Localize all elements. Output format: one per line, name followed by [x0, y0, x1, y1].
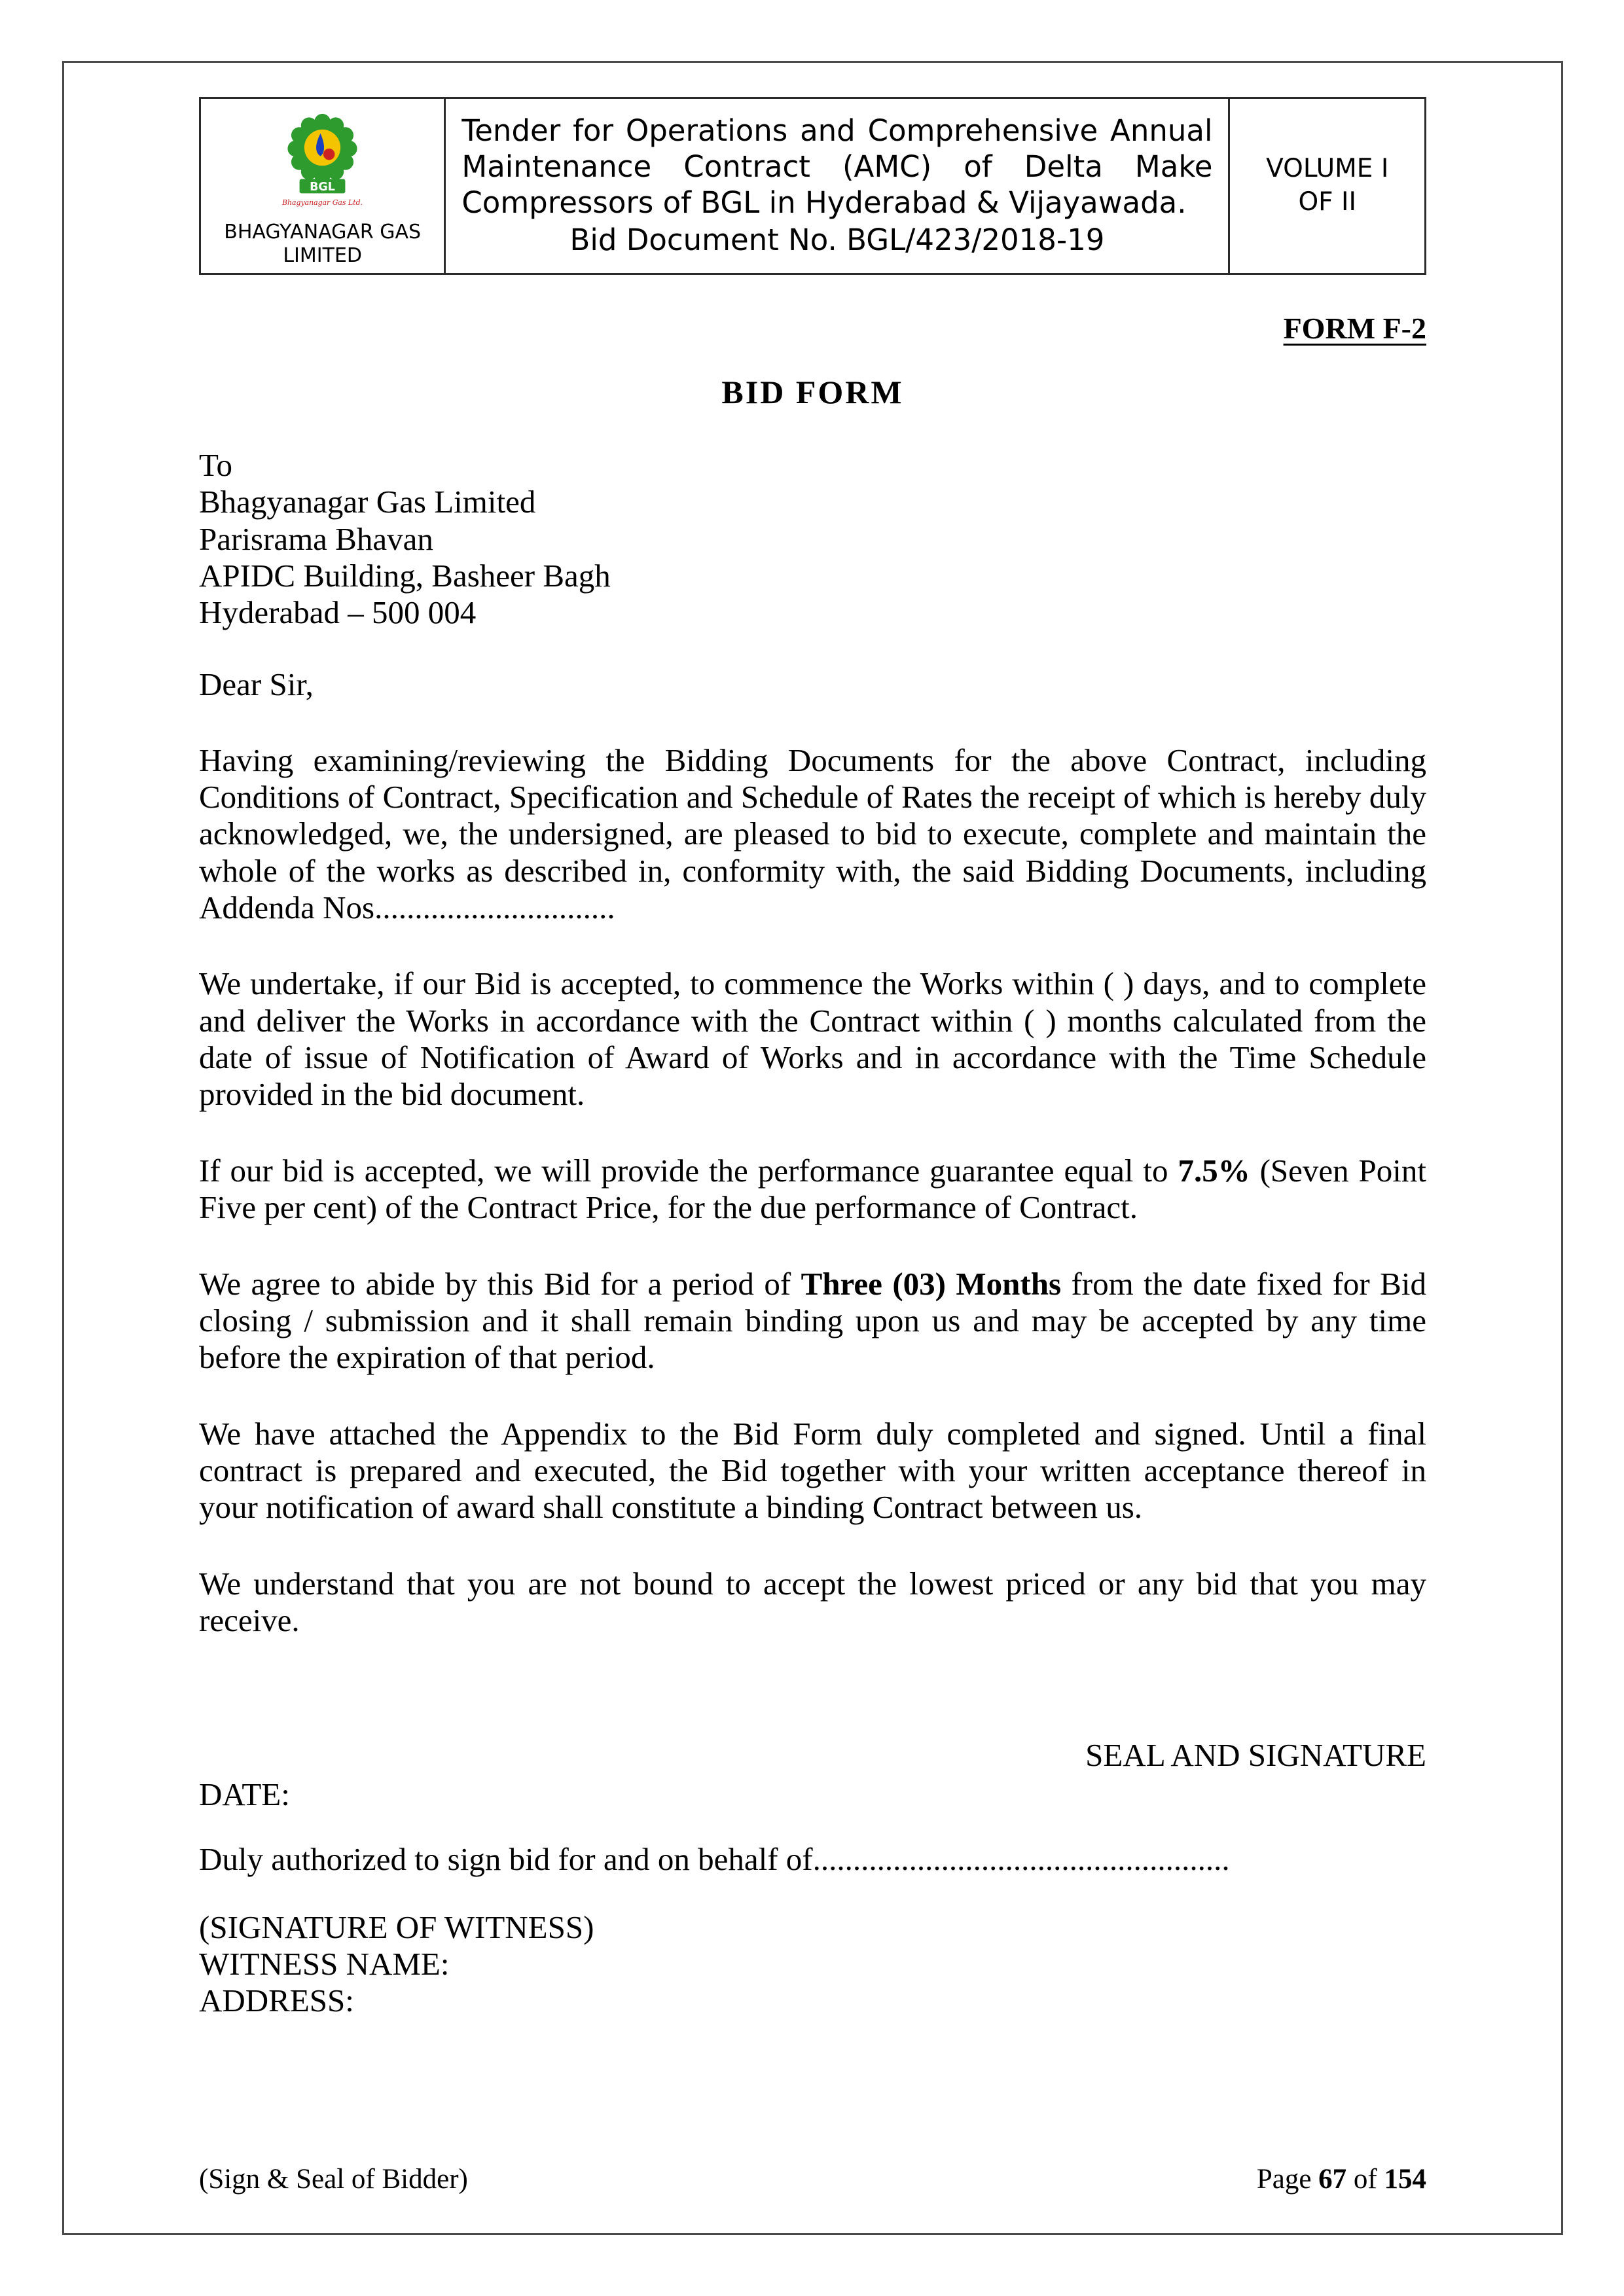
header-table: [199, 97, 1426, 275]
logo-acronym: BGL: [310, 181, 336, 194]
witness-name-label: WITNESS NAME:: [199, 1945, 450, 1982]
recipient-line: Parisrama Bhavan: [199, 520, 433, 557]
date-label: DATE:: [199, 1776, 290, 1812]
bid-validity-period: Three (03) Months: [801, 1265, 1062, 1302]
recipient-line: Bhagyanagar Gas Limited: [199, 484, 536, 520]
logo-cell: [200, 98, 445, 274]
org-name: [206, 221, 439, 268]
title-cell: [445, 98, 1229, 274]
paragraph-3-text: If our bid is accepted, we will provide the performance guarantee equal to: [199, 1152, 1178, 1189]
bid-paragraph-4: [199, 1266, 1426, 1376]
recipient-line: To: [199, 447, 233, 483]
bgl-logo-icon: [265, 107, 380, 211]
witness-address-label: ADDRESS:: [199, 1982, 354, 2019]
paragraph-4-text: We agree to abide by this Bid for a period of: [199, 1265, 801, 1302]
bid-doc-number: Bid Document No. BGL/423/2018-19: [569, 222, 1105, 257]
footer-left-label: (Sign & Seal of Bidder): [199, 2164, 468, 2195]
recipient-line: Hyderabad – 500 004: [199, 594, 477, 631]
bid-paragraph-2: We undertake, if our Bid is accepted, to commence the Works within ( ) days, and to complete and deliver the Works in accordance with the Contract within ( ) months calculated from the date of issue of Notification of Award of Works and in accordance with the Time Schedule provided in the bid document.: [199, 965, 1426, 1113]
form-title: BID FORM: [721, 374, 904, 410]
recipient-line: APIDC Building, Basheer Bagh: [199, 558, 611, 594]
org-name-line2: LIMITED: [283, 244, 363, 267]
footer-page-of: of: [1346, 2164, 1384, 2195]
bid-paragraph-3: [199, 1153, 1426, 1227]
paragraph-4-text: from the date fixed for Bid closing / submission and it shall remain binding upon us and may be accepted by any time before the expiration of that period.: [199, 1265, 1426, 1376]
performance-guarantee-percent: 7.5%: [1178, 1152, 1250, 1189]
salutation: Dear Sir,: [199, 666, 314, 702]
paragraph-3-text: (Seven Point Five per cent) of the Contract Price, for the due performance of Contract.: [199, 1152, 1426, 1226]
org-name-line1: BHAGYANAGAR GAS: [224, 221, 422, 243]
bid-paragraph-5: We have attached the Appendix to the Bid Form duly completed and signed. Until a final contract is prepared and executed, the Bid together with your written acceptance thereof in your notification of award shall constitute a binding Contract between us.: [199, 1415, 1426, 1526]
page-footer: [199, 2163, 1426, 2195]
footer-page-indicator: [1257, 2163, 1426, 2195]
volume-line1: VOLUME I: [1266, 154, 1389, 184]
volume-cell: [1229, 98, 1426, 274]
page-border: [62, 61, 1563, 2235]
seal-and-signature-label: SEAL AND SIGNATURE: [1085, 1737, 1426, 1774]
witness-signature-label: (SIGNATURE OF WITNESS): [199, 1909, 594, 1945]
tender-title: Tender for Operations and Comprehensive Annual Maintenance Contract (AMC) of Delta Make Compressors of BGL in Hyderabad & Vijayawada.: [461, 113, 1213, 220]
bid-paragraph-1: Having examining/reviewing the Bidding Documents for the above Contract, including Conditions of Contract, Specification and Schedule of Rates the receipt of which is hereby duly acknowledged, we, the undersigned, are pleased to bid to execute, complete and maintain the whole of the works as described in, conformity with, the said Bidding Documents, including Addenda Nos..............................: [199, 742, 1426, 926]
footer-page-prefix: Page: [1256, 2164, 1319, 2195]
recipient-block: [199, 447, 1426, 632]
logo-subtext: Bhagyanagar Gas Ltd.: [282, 198, 363, 207]
bid-paragraph-6: We understand that you are not bound to accept the lowest priced or any bid that you may receive.: [199, 1565, 1426, 1638]
witness-block: [199, 1909, 1426, 2020]
footer-page-total: 154: [1384, 2164, 1426, 2195]
form-number: FORM F-2: [1283, 312, 1426, 345]
authorization-line: Duly authorized to sign bid for and on behalf of....................................................: [199, 1840, 1230, 1877]
volume-line2: OF II: [1298, 187, 1356, 217]
footer-page-number: 67: [1318, 2164, 1347, 2195]
